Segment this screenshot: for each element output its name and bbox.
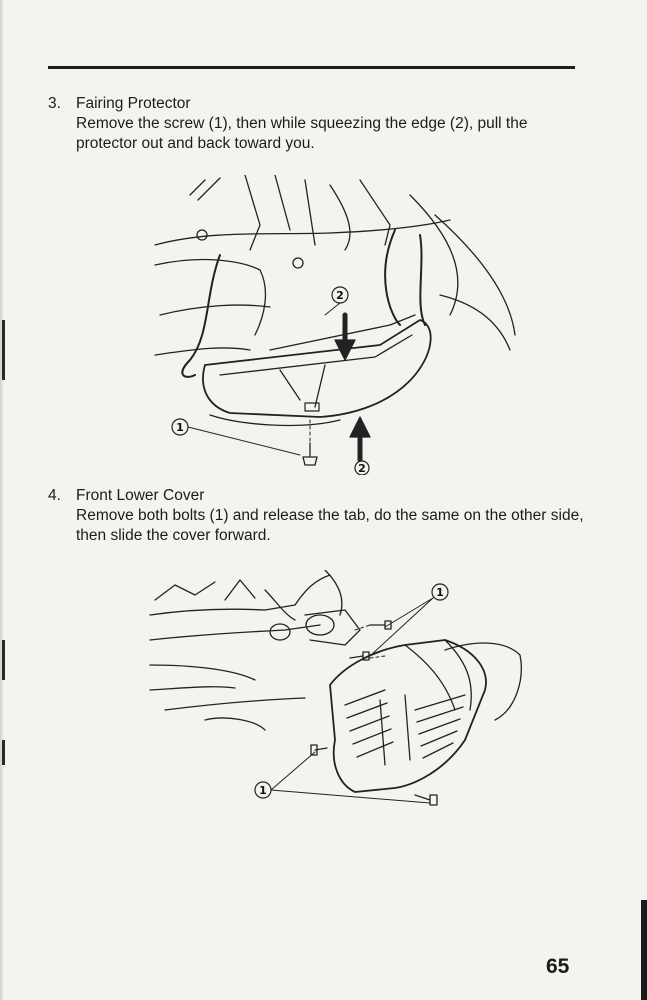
page-edge-mark bbox=[2, 640, 5, 680]
page-edge-mark bbox=[2, 740, 5, 765]
callout-number: 2 bbox=[336, 289, 344, 302]
front-lower-cover-illustration bbox=[145, 570, 525, 820]
page-edge-mark bbox=[2, 320, 5, 380]
header-rule bbox=[48, 66, 575, 69]
callout-number: 1 bbox=[176, 421, 184, 434]
step-title: Fairing Protector bbox=[76, 95, 191, 112]
step-title: Front Lower Cover bbox=[76, 487, 205, 504]
callout-upper-bolts bbox=[432, 584, 448, 600]
callout-edge-lower bbox=[355, 461, 369, 475]
step-instructions: Remove both bolts (1) and release the tab, do the same on the other side, then slide the cover forward. bbox=[76, 507, 584, 544]
callout-number: 2 bbox=[358, 462, 366, 475]
callout-number: 1 bbox=[436, 586, 444, 599]
page-edge-right bbox=[641, 900, 647, 1000]
callout-lower-bolts bbox=[255, 782, 271, 798]
fairing-protector-illustration bbox=[150, 175, 520, 475]
callout-number: 1 bbox=[259, 784, 267, 797]
callout-edge-upper bbox=[332, 287, 348, 303]
step-number: 4. bbox=[48, 487, 61, 504]
page-edge-shadow bbox=[0, 0, 4, 1000]
page-number: 65 bbox=[546, 955, 570, 978]
step-number: 3. bbox=[48, 95, 61, 112]
step-instructions: Remove the screw (1), then while squeezing the edge (2), pull the protector out and back toward you. bbox=[76, 115, 528, 152]
callout-screw bbox=[172, 419, 188, 435]
